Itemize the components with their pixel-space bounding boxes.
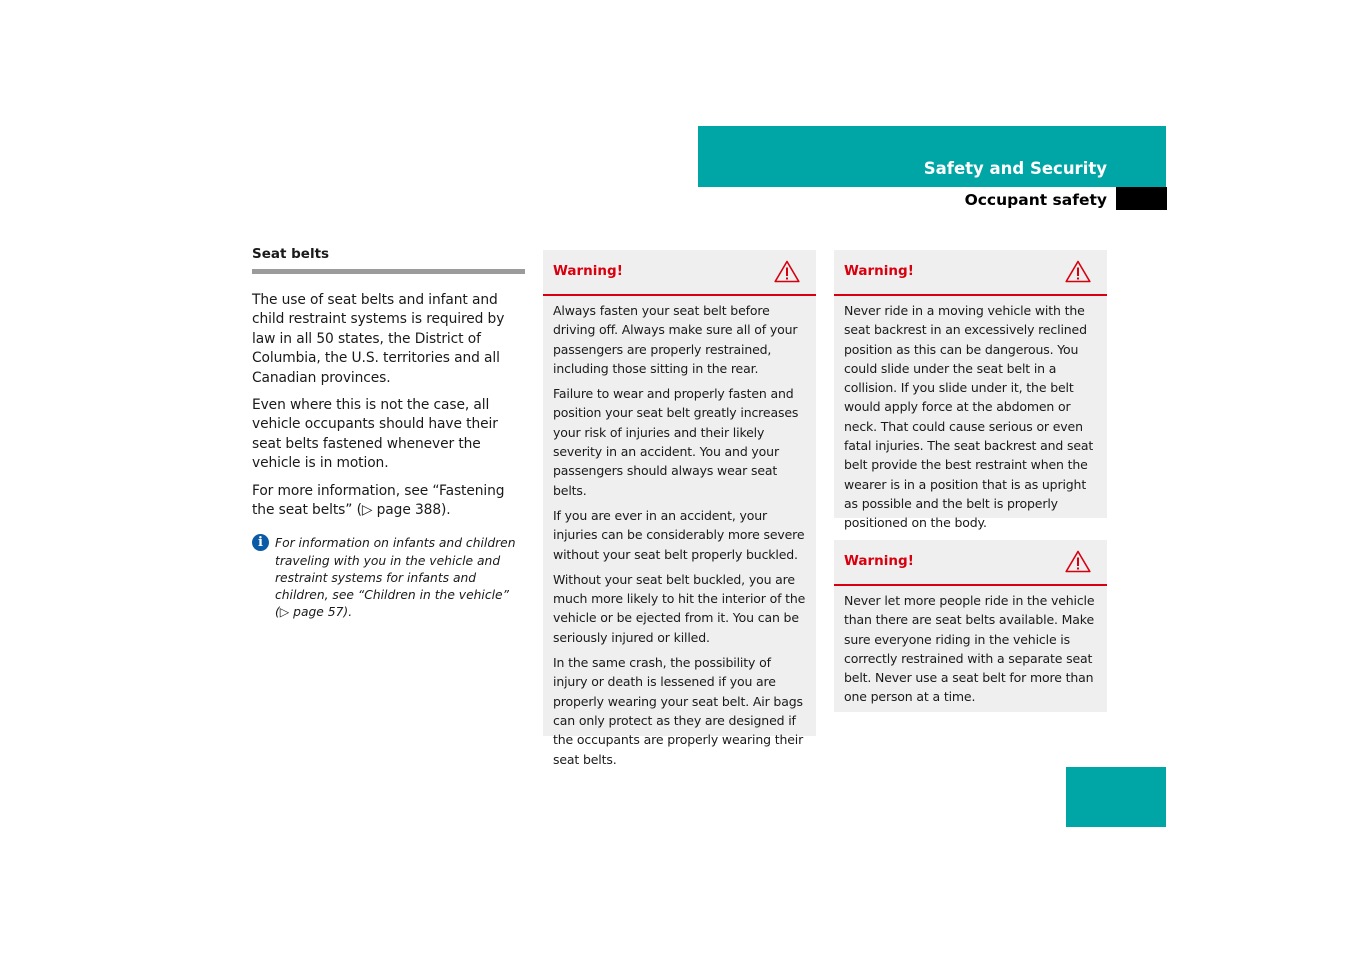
warning-triangle-icon [1065,550,1091,573]
subsection-title: Occupant safety [964,191,1107,209]
warning-triangle-icon [774,260,800,283]
section-title: Safety and Security [923,159,1107,178]
warning-header [543,250,816,296]
warning-label: Warning! [844,553,914,569]
warning-body [543,296,816,782]
info-icon: i [252,534,269,551]
warning-label: Warning! [844,263,914,279]
page-number: 53 [1268,772,1291,791]
paragraph: For more information, see “Fastening the seat belts” (▷ page 388). [252,482,505,519]
info-note [252,535,525,621]
heading-rule [252,269,525,274]
warning-header [834,540,1107,586]
warning-paragraph: Never ride in a moving vehicle with the seat backrest in an excessively reclined position as this can be dangerous. You could slide under the seat belt in a collision. If you slide under it, the belt would apply force at the abdomen or neck. That could cause serious or even fatal injuries. The seat backrest and seat belt provide the best restraint when the wearer is in a position that is as upright as possible and the belt is properly positioned on the body. [844,303,1094,531]
warning-body [834,296,1107,546]
warning-paragraph: Without your seat belt buckled, you are much more likely to hit the interior of the vehicle or be ejected from it. You can be seriously injured or killed. [553,571,806,645]
warning-triangle-icon [1065,260,1091,283]
seat-belts-column [252,246,525,621]
warning-paragraph: If you are ever in an accident, your injuries can be considerably more severe without your seat belt properly buckled. [553,507,805,562]
seat-belts-heading: Seat belts [252,246,330,262]
warning-label: Warning! [553,263,623,279]
warning-box-seat-belt [543,250,816,767]
paragraph: Even where this is not the case, all vehicle occupants should have their seat belts fastened whenever the vehicle is in motion. [252,397,498,472]
chapter-tab-marker [1116,187,1167,210]
warning-box-seat-capacity [834,540,1107,712]
page-number-box [1066,767,1166,827]
warning-paragraph: Never let more people ride in the vehicle than there are seat belts available. Make sure everyone riding in the vehicle is correctly restrained with a separate seat belt. Never use a seat belt for more than one person at a time. [844,593,1095,705]
warning-paragraph: Always fasten your seat belt before driving off. Always make sure all of your passengers are properly restrained, including those sitting in the rear. [553,303,798,376]
warning-paragraph: Failure to wear and properly fasten and position your seat belt greatly increases your risk of injuries and their likely severity in an accident. You and your passengers should always wear seat belts. [553,386,799,498]
info-note-text: For information on infants and children traveling with you in the vehicle and restraint systems for infants and children, see “Children in the vehicle” (▷ page 57). [275,536,516,620]
warning-body [834,586,1107,720]
paragraph: The use of seat belts and infant and child restraint systems is required by law in all 50 states, the District of Columbia, the U.S. territories and all Canadian provinces. [252,292,505,386]
warning-header [834,250,1107,296]
warning-box-reclined-backrest [834,250,1107,531]
warning-paragraph: In the same crash, the possibility of injury or death is lessened if you are properly wearing your seat belt. Air bags can only protect as they are designed if the occupants are properly wearing their seat belts. [553,655,804,767]
